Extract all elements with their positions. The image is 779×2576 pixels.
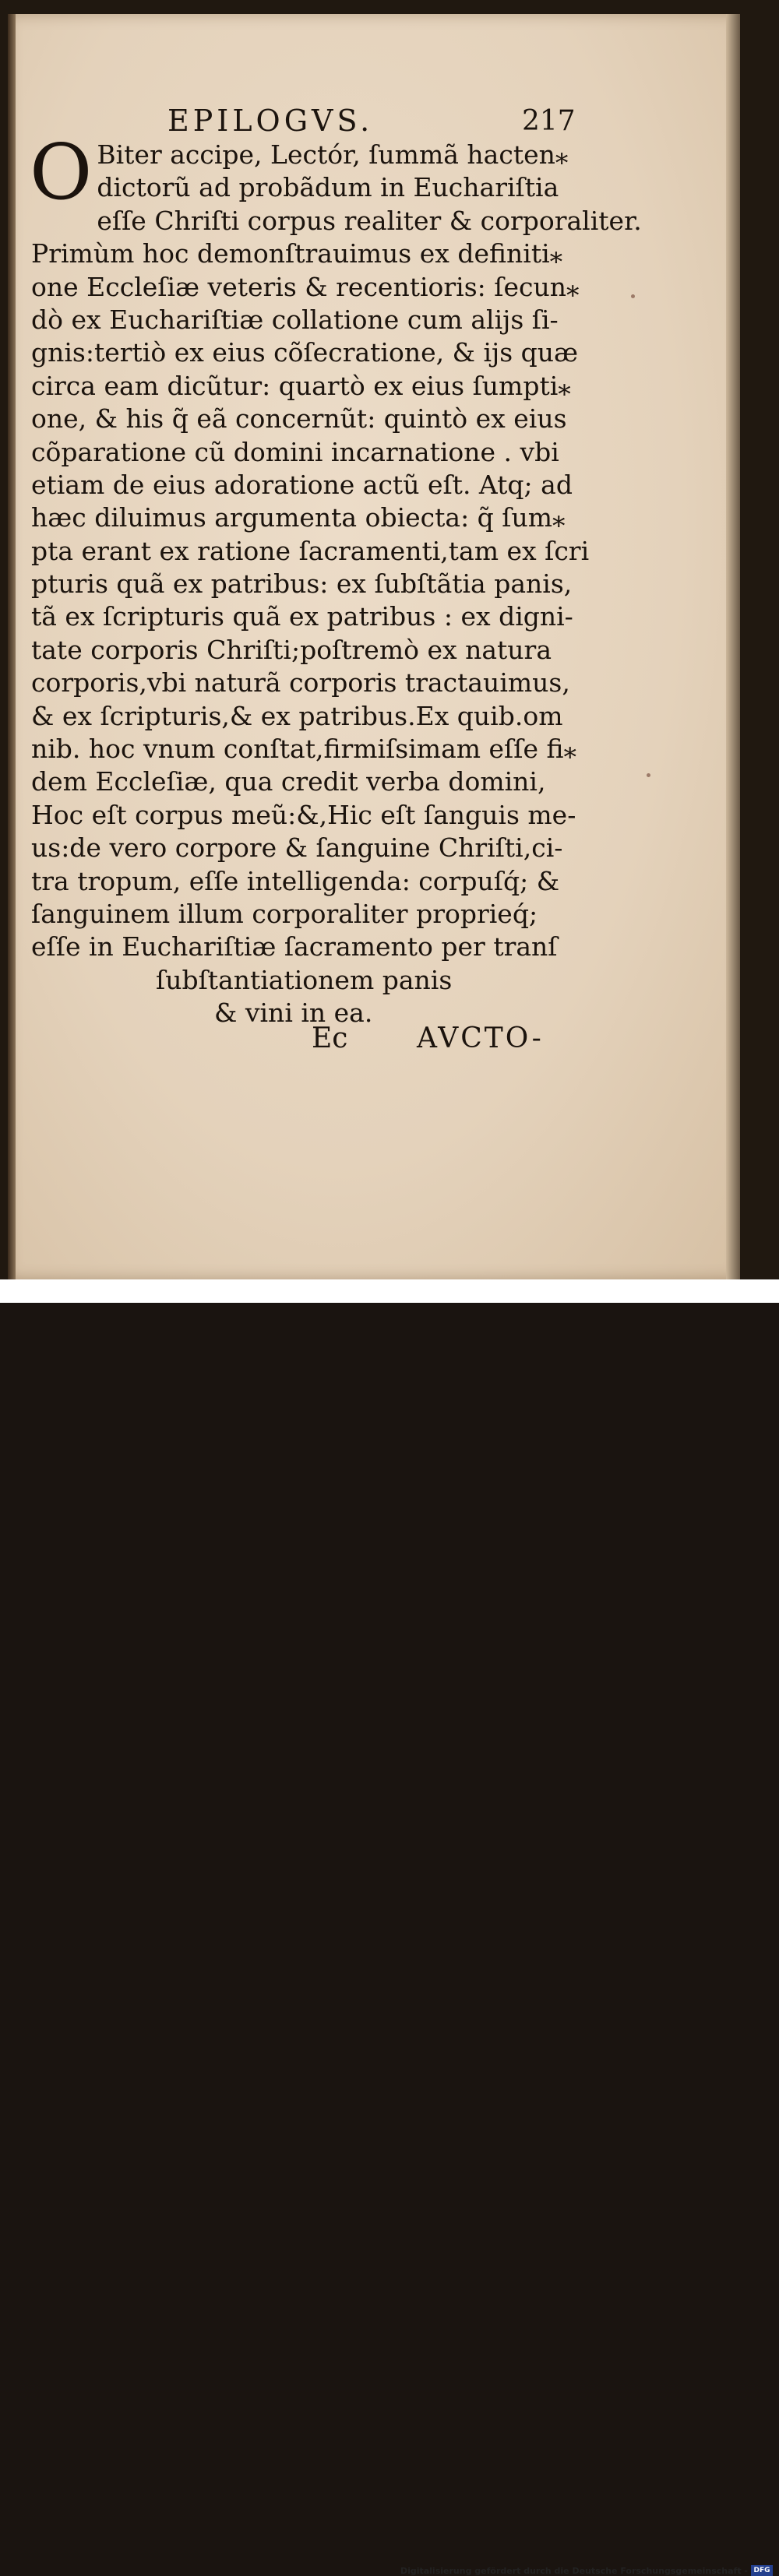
page-number: 217 <box>522 105 576 137</box>
dfg-logo: DFG <box>751 2565 773 2576</box>
text-line: ſanguinem illum corporaliter proprieq́; <box>31 898 538 929</box>
text-line: one Eccleſiæ veteris & recentioris: ſecun⁎ <box>31 271 580 302</box>
text-line: Hoc eſt corpus meũ:&,Hic eſt ſanguis me- <box>31 799 576 830</box>
text-line: tate corporis Chriſti;poſtremò ex natura <box>31 634 552 665</box>
closing-line-2: & vini in ea. <box>214 998 373 1029</box>
footer-band <box>0 1279 779 2576</box>
text-line: pta erant ex ratione ſacramenti,tam ex ſcri <box>31 535 590 566</box>
text-line: etiam de eius adoratione actũ eſt. Atq; ad <box>31 469 573 500</box>
text-line: circa eam dicũtur: quartò ex eius ſumpti⁎ <box>31 370 571 401</box>
ink-spot <box>647 773 650 777</box>
text-line: dictorũ ad probãdum in Euchariſtia <box>97 172 559 203</box>
text-lines <box>30 128 642 964</box>
catchword: AVCTO- <box>417 1022 544 1054</box>
body-text <box>30 128 642 1030</box>
text-line: pturis quã ex patribus: ex ſubſtãtia panis, <box>31 568 573 600</box>
text-line: one, & his q̃ eã concernũt: quintò ex eius <box>31 403 567 435</box>
running-head: EPILOGVS. <box>167 104 374 138</box>
page-header <box>8 104 740 143</box>
text-line: cõparatione cũ domini incarnatione . vbi <box>31 436 559 467</box>
text-line: tã ex ſcripturis quã ex patribus : ex digni- <box>31 601 573 632</box>
text-line: eſſe in Euchariſtiæ ſacramento per tranſ <box>31 931 558 962</box>
ink-spot <box>631 294 635 298</box>
text-line: dem Eccleſiæ, qua credit verba domini, <box>31 766 546 797</box>
drop-cap-initial: O <box>30 128 93 217</box>
text-line: & ex ſcripturis,& ex patribus.Ex quib.om <box>31 700 563 731</box>
text-line: eſſe Chriſti corpus realiter & corporaliter. <box>97 205 642 236</box>
closing-line-1: ſubſtantiationem panis <box>156 964 453 995</box>
text-line: Biter accipe, Lectór, ſummã hacten⁎ <box>97 139 569 170</box>
page-left-edge <box>8 14 16 1279</box>
signature-mark: Ec <box>312 1022 348 1054</box>
text-line: corporis,vbi naturã corporis tractauimus, <box>31 667 570 699</box>
book-page <box>8 14 740 1279</box>
text-line: gnis:tertiò ex eius cõſecratione, & ijs quæ <box>31 337 579 368</box>
text-line: Primùm hoc demonſtrauimus ex definiti⁎ <box>31 238 563 269</box>
text-line: dò ex Euchariſtiæ collatione cum alijs ſi- <box>31 304 559 335</box>
text-line: nib. hoc vnum conſtat,firmiſsimam eſſe fi⁎ <box>31 734 577 765</box>
text-line: tra tropum, eſſe intelligenda: corpuſq́; & <box>31 865 560 896</box>
page-right-edge <box>726 14 740 1279</box>
text-line: us:de vero corpore & ſanguine Chriſti,ci- <box>31 832 563 864</box>
digitization-note: Digitalisierung gefördert durch die Deutsche Forschungsgemeinschaft - <box>400 2566 748 2576</box>
text-line: hæc diluimus argumenta obiecta: q̃ ſum⁎ <box>31 502 566 533</box>
catchwords <box>8 1022 740 1061</box>
